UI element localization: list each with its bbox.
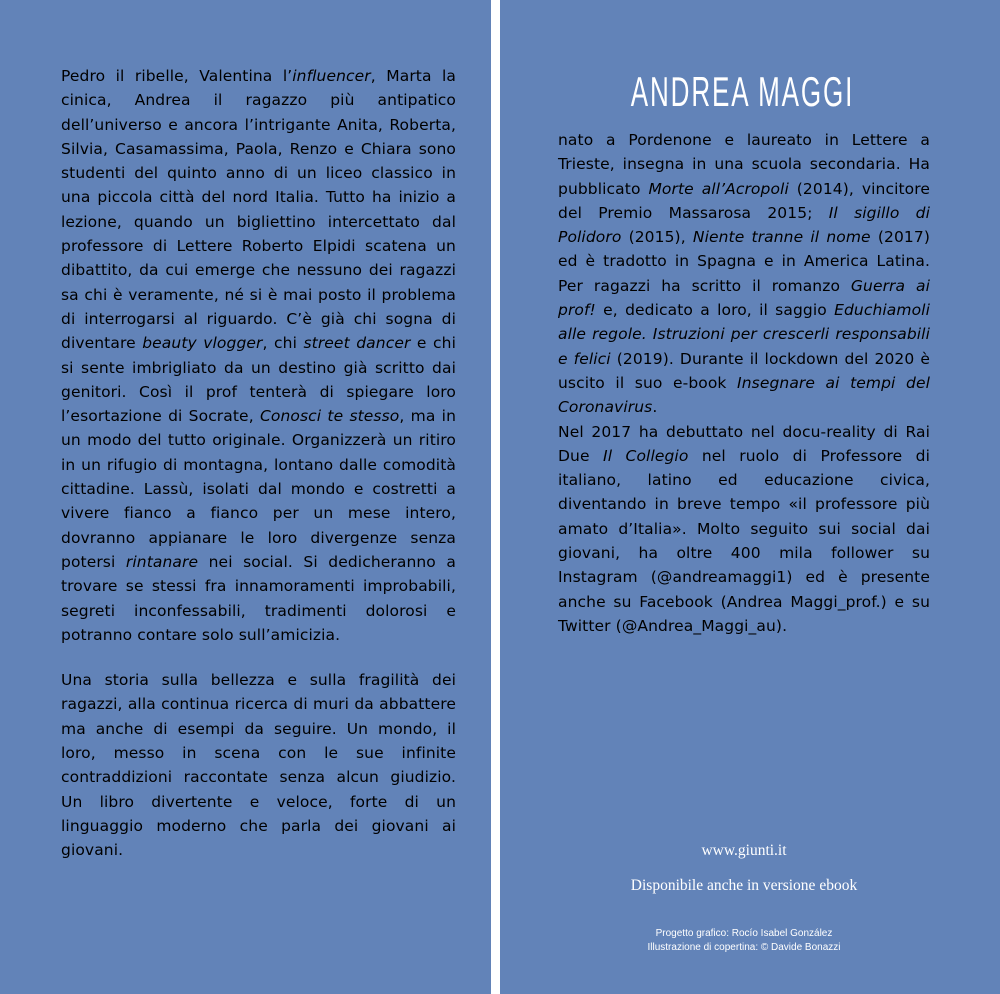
author-bio-paragraph-2 — [558, 420, 930, 639]
text-run: nato a Pordenone e laureato in Lettere a Trieste, insegna in una scuola secondaria. Ha pubblicato — [558, 131, 930, 198]
text-run: e, dedicato a loro, il saggio — [595, 301, 835, 320]
publisher-website: www.giunti.it — [701, 842, 787, 859]
graphic-design-credit: Progetto grafico: Rocío Isabel González — [655, 928, 833, 939]
italic-text-run: Il sigillo di Polidoro — [558, 203, 930, 247]
author-bio — [558, 128, 930, 638]
text-run: (2019). Durante il lockdown del 2020 è uscito il suo e-book — [558, 349, 930, 392]
text-run: Pedro il ribelle, Valentina l’ — [61, 67, 293, 85]
text-run: , chi — [262, 334, 304, 353]
italic-text-run: Niente tranne il nome — [692, 228, 871, 247]
ebook-availability-note: Disponibile anche in versione ebook — [630, 877, 858, 894]
italic-text-run: beauty vlogger — [142, 334, 263, 353]
italic-text-run: Insegnare ai tempi del Coronavirus — [558, 373, 930, 417]
text-run: . — [652, 398, 658, 417]
italic-text-run: Educhiamoli alle regole. Istruzioni per crescerli responsabili e felici — [558, 301, 930, 368]
text-run: , ma in un modo del tutto originale. Organizzerà un ritiro in un rifugio di montagna, lontano dalle comodità cittadine. Lassù, isolati dal mondo e costretti a vivere fianco a fianco per un mese intero, dovranno appianare le loro divergenze senza potersi — [61, 407, 456, 571]
italic-text-run: street dancer — [303, 334, 411, 353]
author-bio-paragraph-1 — [558, 128, 930, 420]
italic-text-run: influencer — [292, 67, 371, 85]
italic-text-run: Conosci te stesso — [259, 407, 400, 426]
italic-text-run: Il Collegio — [603, 446, 689, 465]
text-run: , Marta la cinica, Andrea il ragazzo più antipatico dell’universo e ancora l’intrigante Anita, Roberta, Silvia, Casamassima, Paola, Renzo e Chiara sono studenti del quinto anno di un liceo classico in una piccola città del nord Italia. Tutto ha inizio a lezione, quando un bigliettino intercettato dal professore di Lettere Roberto Elpidi scatena un dibattito, da cui emerge che nessuno dei ragazzi sa chi è veramente, né si è mai posto il problema di interrogarsi al riguardo. C’è già chi sogna di diventare — [61, 67, 456, 353]
text-run: e chi si sente imbrigliato da un destino già scritto dai genitori. Così il prof tenterà di spiegare loro l’esortazione di Socrate, — [61, 334, 456, 426]
italic-text-run: Guerra ai prof! — [558, 276, 930, 320]
text-run: Nel 2017 ha debuttato nel docu-reality di Rai Due — [558, 422, 930, 465]
author-name: ANDREA MAGGI — [630, 68, 855, 115]
cover-illustration-credit: Illustrazione di copertina: © Davide Bonazzi — [647, 942, 841, 953]
text-run: nel ruolo di Professore di italiano, latino ed educazione civica, diventando in breve tempo «il professore più amato d’Italia». Molto seguito sui social dai giovani, ha oltre 400 mila follower su Instagram (@andreamaggi1) ed è presente anche su Facebook (Andrea Maggi_prof.) e su Twitter (@Andrea_Maggi_au). — [558, 446, 931, 635]
text-run: (2015), — [621, 228, 693, 247]
synopsis-text — [61, 64, 456, 863]
text-run: (2014), vincitore del Premio Massarosa 2015; — [558, 179, 930, 222]
text-run: (2017) ed è tradotto in Spagna e in America Latina. Per ragazzi ha scritto il romanzo — [558, 228, 930, 295]
italic-text-run: Morte all’Acropoli — [648, 179, 789, 198]
synopsis-paragraph-2: Una storia sulla bellezza e sulla fragilità dei ragazzi, alla continua ricerca di muri da abbattere ma anche di esempi da seguire. Un mondo, il loro, messo in scena con le sue infinite contraddizioni raccontate senza alcun giudizio. Un libro divertente e veloce, forte di un linguaggio moderno che parla dei giovani ai giovani. — [61, 671, 456, 860]
synopsis-paragraph-1 — [61, 64, 456, 647]
italic-text-run: rintanare — [125, 552, 199, 571]
text-run: nei social. Si dedicheranno a trovare se stessi fra innamoramenti improbabili, segreti inconfessabili, tradimenti dolorosi e potranno contare solo sull’amicizia. — [61, 552, 457, 644]
